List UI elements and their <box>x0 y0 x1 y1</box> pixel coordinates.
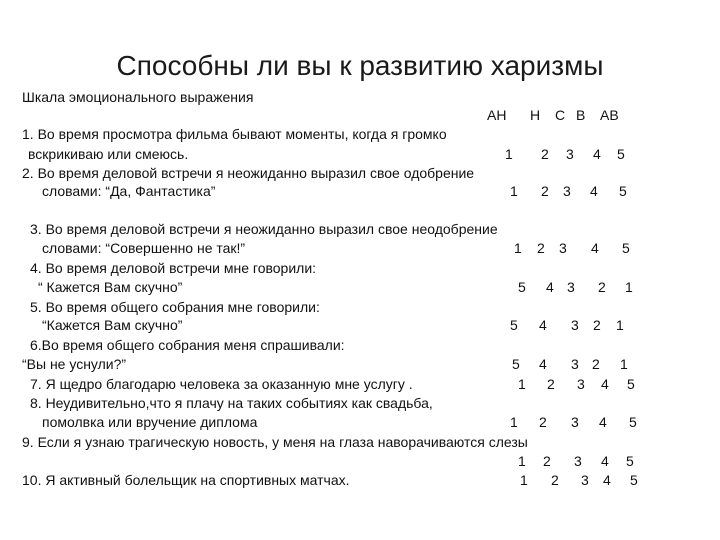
item-2-line-1: 2. Во время деловой встречи я неожиданно выразил свое одобрение <box>22 165 475 181</box>
score: 2 <box>541 146 549 162</box>
score: 3 <box>571 414 579 430</box>
score: 2 <box>551 472 559 488</box>
item-7-line-1: 7. Я щедро благодарю человека за оказанную мне услугу . <box>30 376 413 392</box>
score: 3 <box>571 356 579 372</box>
item-6-line-1: 6.Во время общего собрания меня спрашивали: <box>30 337 345 353</box>
score: 5 <box>629 414 637 430</box>
header-av: АВ <box>600 107 619 123</box>
score: 2 <box>539 414 547 430</box>
header-s: С <box>555 107 566 123</box>
score: 4 <box>603 472 611 488</box>
score: 5 <box>622 240 630 256</box>
score: 3 <box>566 146 574 162</box>
score: 2 <box>593 317 601 333</box>
score: 1 <box>616 317 624 333</box>
header-n: Н <box>530 107 541 123</box>
score: 1 <box>518 453 526 469</box>
score: 5 <box>626 453 634 469</box>
scale-name: Шкала эмоционального выражения <box>22 89 254 105</box>
score: 4 <box>546 279 554 295</box>
score: 4 <box>591 240 599 256</box>
score: 5 <box>627 376 635 392</box>
score: 5 <box>512 356 520 372</box>
item-4-line-2: “ Кажется Вам скучно” <box>38 279 183 295</box>
score: 1 <box>620 356 628 372</box>
score: 4 <box>590 183 598 199</box>
header-v: В <box>576 107 586 123</box>
score: 1 <box>510 414 518 430</box>
item-10-line-1: 10. Я активный болельщик на спортивных матчах. <box>22 472 350 488</box>
score: 2 <box>537 240 545 256</box>
score: 4 <box>539 317 547 333</box>
score: 3 <box>559 240 567 256</box>
item-5-line-1: 5. Во время общего собрания мне говорили: <box>30 299 320 315</box>
score: 1 <box>510 183 518 199</box>
score: 3 <box>574 453 582 469</box>
item-4-line-1: 4. Во время деловой встречи мне говорили: <box>30 260 317 276</box>
score: 5 <box>630 472 638 488</box>
score: 1 <box>518 376 526 392</box>
score: 4 <box>599 414 607 430</box>
item-8-line-2: помолвка или вручение диплома <box>42 414 258 430</box>
score: 3 <box>567 279 575 295</box>
item-9-line-1: 9. Если я узнаю трагическую новость, у меня на глаза наворачиваются слезы <box>22 434 528 450</box>
item-5-line-2: “Кажется Вам скучно” <box>42 317 183 333</box>
score: 3 <box>571 317 579 333</box>
score: 1 <box>520 472 528 488</box>
score: 2 <box>543 453 551 469</box>
score: 3 <box>577 376 585 392</box>
score: 1 <box>505 146 513 162</box>
score: 5 <box>617 146 625 162</box>
score: 2 <box>592 356 600 372</box>
score: 2 <box>547 376 555 392</box>
score: 2 <box>598 279 606 295</box>
score: 5 <box>619 183 627 199</box>
score: 3 <box>563 183 571 199</box>
score: 5 <box>518 279 526 295</box>
item-3-line-2: словами: “Совершенно не так!” <box>42 240 246 256</box>
item-1-line-1: 1. Во время просмотра фильма бывают моменты, когда я громко <box>22 126 447 142</box>
score: 4 <box>593 146 601 162</box>
score: 2 <box>541 183 549 199</box>
score: 4 <box>539 356 547 372</box>
score: 3 <box>581 472 589 488</box>
item-6-line-2: “Вы не уснули?” <box>22 356 127 372</box>
item-8-line-1: 8. Неудивительно,что я плачу на таких событиях как свадьба, <box>30 395 433 411</box>
score: 4 <box>601 453 609 469</box>
page-title: Способны ли вы к развитию харизмы <box>116 50 604 81</box>
item-3-line-1: 3. Во время деловой встречи я неожиданно выразил свое неодобрение <box>30 221 498 237</box>
item-1-line-2: вскрикиваю или смеюсь. <box>28 146 189 162</box>
score: 5 <box>510 317 518 333</box>
item-2-line-2: словами: “Да, Фантастика” <box>42 183 216 199</box>
score: 1 <box>514 240 522 256</box>
header-ah: АН <box>487 107 507 123</box>
score: 4 <box>601 376 609 392</box>
score: 1 <box>625 279 633 295</box>
